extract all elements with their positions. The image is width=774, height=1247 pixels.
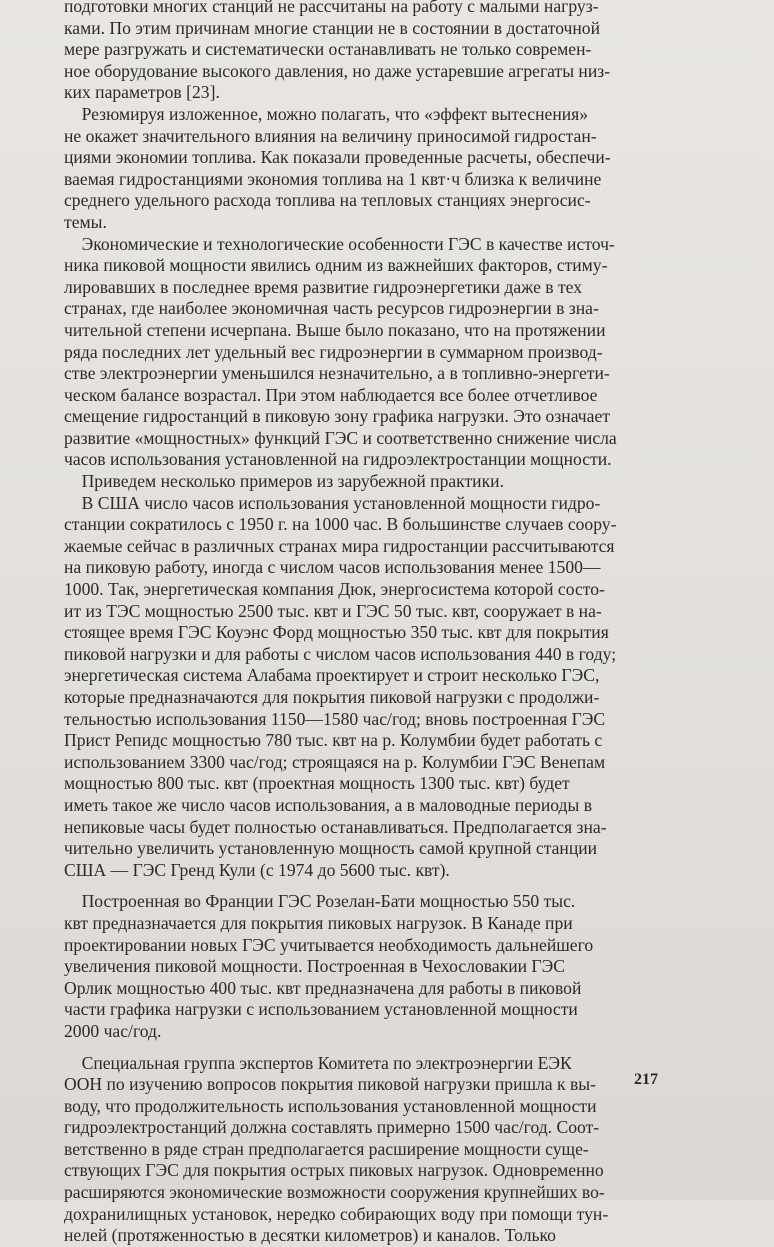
text-line: воду, что продолжительность использования установленной мощности	[64, 1095, 597, 1116]
text-line: странах, где наиболее экономичная часть ресурсов гидроэнергии в зна-	[64, 298, 599, 319]
text-line: энергетическая система Алабама проектирует и строит несколько ГЭС,	[64, 665, 600, 686]
text-line: США — ГЭС Гренд Кули (с 1974 до 5600 тыс. квт).	[64, 859, 450, 880]
paragraph	[64, 0, 658, 104]
text-line: дохранилищных установок, нередко собирающих воду при помощи тун-	[64, 1203, 609, 1224]
paragraph	[64, 471, 658, 493]
text-line: среднего удельного расхода топлива на тепловых станциях энергосис-	[64, 190, 591, 211]
text-line: ное оборудование высокого давления, но даже устаревшие агрегаты низ-	[64, 60, 611, 81]
text-line: смещение гидростанций в пиковую зону графика нагрузки. Это означает	[64, 406, 610, 427]
text-line: проектировании новых ГЭС учитывается необходимость дальнейшего	[64, 934, 594, 955]
text-line: ческом балансе возрастал. При этом наблюдается все более отчетливое	[64, 384, 598, 405]
paragraph	[64, 891, 658, 1042]
text-line: ряда последних лет удельный вес гидроэнергии в суммарном производ-	[64, 341, 603, 362]
text-line: Прист Репидс мощностью 780 тыс. квт на р. Колумбии будет работать с	[64, 730, 603, 751]
text-line: ваемая гидростанциями экономия топлива на 1 квт·ч близка к величине	[64, 168, 602, 189]
text-line: мощностью 800 тыс. квт (проектная мощность 1300 тыс. квт) будет	[64, 773, 570, 794]
text-line: гидроэлектростанций должна составлять примерно 1500 час/год. Соот-	[64, 1117, 600, 1138]
text-line: использованием 3300 час/год; строящаяся на р. Колумбии ГЭС Венепам	[64, 751, 606, 772]
text-line: Экономические и технологические особенности ГЭС в качестве источ-	[64, 233, 615, 254]
text-line: развитие «мощностных» функций ГЭС и соответственно снижение числа	[64, 427, 617, 448]
text-line: ООН по изучению вопросов покрытия пиковой нагрузки пришла к вы-	[64, 1074, 596, 1095]
text-line: 2000 час/год.	[64, 1020, 162, 1041]
text-line: ника пиковой мощности явились одним из важнейших факторов, стиму-	[64, 255, 608, 276]
text-line: чительно увеличить установленную мощность самой крупной станции	[64, 838, 598, 859]
text-line: ветственно в ряде стран предполагается расширение мощности суще-	[64, 1138, 589, 1159]
text-line: нелей (протяженностью в десятки километров) и каналов. Только	[64, 1225, 556, 1246]
text-line: стоящее время ГЭС Коуэнс Форд мощностью 350 тыс. квт для покрытия	[64, 622, 609, 643]
body-text	[64, 0, 658, 1247]
paragraph	[64, 234, 658, 472]
text-line: увеличения пиковой мощности. Построенная в Чехословакии ГЭС	[64, 956, 565, 977]
text-line: которые предназначаются для покрытия пиковой нагрузки с продолжи-	[64, 687, 600, 707]
text-line: ит из ТЭС мощностью 2500 тыс. квт и ГЭС 50 тыс. квт, сооружает в на-	[64, 600, 602, 621]
text-line: расширяются экономические возможности сооружения крупнейших во-	[64, 1182, 605, 1203]
text-line: стве электроэнергии уменьшился незначительно, а в топливно-энергети-	[64, 363, 610, 384]
text-line: В США число часов использования установленной мощности гидро-	[64, 492, 601, 513]
text-line: непиковые часы будет полностью останавливаться. Предполагается зна-	[64, 816, 607, 837]
text-line: Специальная группа экспертов Комитета по электроэнергии ЕЭК	[64, 1052, 572, 1073]
text-line: Орлик мощностью 400 тыс. квт предназначена для работы в пиковой	[64, 977, 582, 998]
text-line: станции сократилось с 1950 г. на 1000 час. В большинстве случаев соору-	[64, 514, 617, 535]
text-line: лировавших в последнее время развитие гидроэнергетики даже в тех	[64, 276, 583, 297]
text-line: Резюмируя изложенное, можно полагать, что «эффект вытеснения»	[64, 103, 589, 124]
text-line: циями экономии топлива. Как показали проведенные расчеты, обеспечи-	[64, 147, 611, 168]
text-line: ками. По этим причинам многие станции не в состоянии в достаточной	[64, 17, 601, 38]
text-line: Построенная во Франции ГЭС Розелан-Бати мощностью 550 тыс.	[64, 891, 576, 912]
text-line: 1000. Так, энергетическая компания Дюк, энергосистема которой состо-	[64, 579, 605, 600]
text-line: тельностью использования 1150—1580 час/год; вновь построенная ГЭС	[64, 708, 606, 729]
paragraph	[64, 104, 658, 234]
text-line: ствующих ГЭС для покрытия острых пиковых нагрузок. Одновременно	[64, 1160, 604, 1181]
text-line: квт предназначается для покрытия пиковых нагрузок. В Канаде при	[64, 912, 573, 933]
text-line: подготовки многих станций не рассчитаны на работу с малыми нагруз-	[64, 0, 599, 16]
text-line: не окажет значительного влияния на величину приносимой гидростан-	[64, 125, 597, 146]
text-line: пиковой нагрузки и для работы с числом часов использования 440 в году;	[64, 643, 617, 664]
text-line: ких параметров [23].	[64, 82, 220, 103]
text-line: темы.	[64, 211, 107, 232]
text-line: Приведем несколько примеров из зарубежной практики.	[64, 471, 504, 492]
text-line: часов использования установленной на гидроэлектростанции мощности.	[64, 449, 612, 470]
text-line: части графика нагрузки с использованием установленной мощности	[64, 999, 578, 1020]
text-line: иметь такое же число часов использования, а в маловодные периоды в	[64, 794, 593, 815]
paragraph	[64, 1053, 658, 1247]
paragraph	[64, 493, 658, 882]
text-line: жаемые сейчас в различных странах мира гидростанции рассчитываются	[64, 535, 615, 556]
text-line: мере разгружать и систематически останавливать не только современ-	[64, 39, 592, 60]
text-line: чительной степени исчерпана. Выше было показано, что на протяжении	[64, 319, 606, 340]
text-line: на пиковую работу, иногда с числом часов использования менее 1500—	[64, 557, 601, 578]
page-number: 217	[634, 1071, 658, 1088]
